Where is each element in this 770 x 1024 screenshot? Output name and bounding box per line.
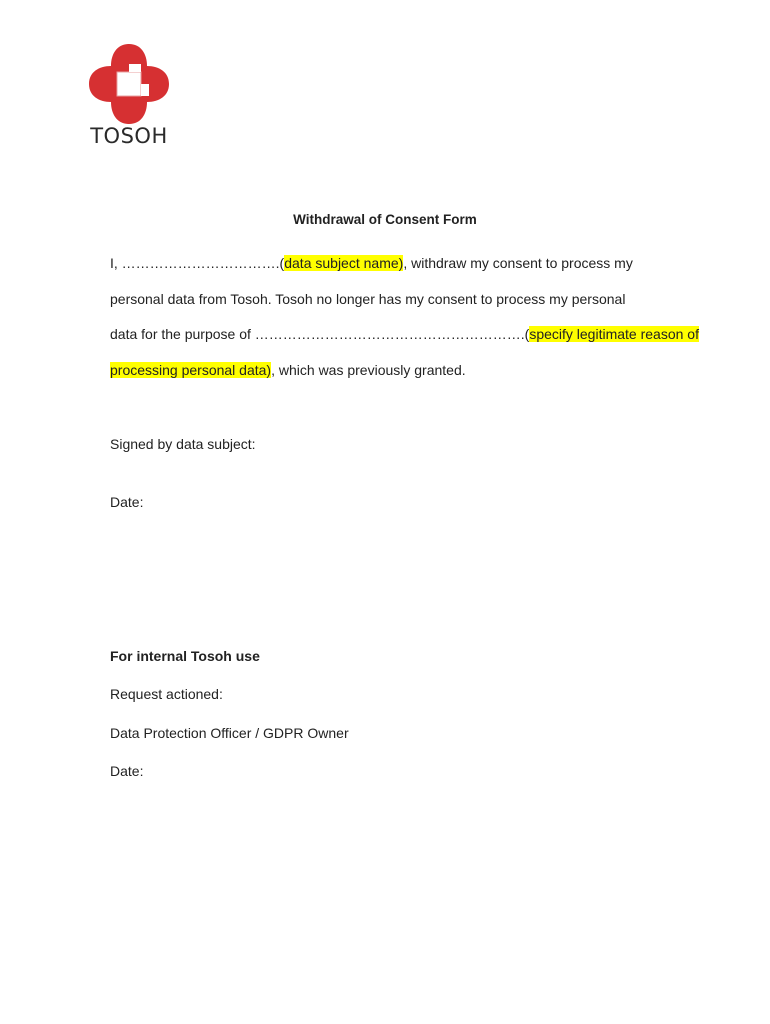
company-logo bbox=[84, 44, 174, 154]
paragraph-line-3 bbox=[110, 326, 699, 342]
tosoh-cross-mark-icon bbox=[89, 44, 169, 124]
signed-by-label: Signed by data subject: bbox=[110, 436, 256, 452]
internal-date-label: Date: bbox=[110, 763, 144, 779]
data-subject-name-placeholder: data subject name) bbox=[284, 255, 404, 271]
line1-suffix: , withdraw my consent to process my bbox=[403, 255, 633, 271]
line3-prefix: data for the purpose of ………………………………………………….( bbox=[110, 326, 530, 342]
officer-label: Data Protection Officer / GDPR Owner bbox=[110, 725, 349, 741]
line4-suffix: , which was previously granted. bbox=[271, 362, 466, 378]
internal-use-heading: For internal Tosoh use bbox=[110, 648, 260, 664]
processing-data-placeholder: processing personal data) bbox=[110, 362, 272, 378]
line1-prefix: I, …………………………….( bbox=[110, 255, 285, 271]
legitimate-reason-placeholder: specify legitimate reason of bbox=[529, 326, 699, 342]
company-wordmark: TOSOH bbox=[90, 124, 168, 148]
paragraph-line-2: personal data from Tosoh. Tosoh no longer has my consent to process my personal bbox=[110, 291, 626, 307]
paragraph-line-4 bbox=[110, 362, 466, 378]
document-title: Withdrawal of Consent Form bbox=[293, 212, 477, 227]
date-label: Date: bbox=[110, 494, 144, 510]
paragraph-line-1 bbox=[110, 255, 633, 271]
request-actioned-label: Request actioned: bbox=[110, 686, 223, 702]
